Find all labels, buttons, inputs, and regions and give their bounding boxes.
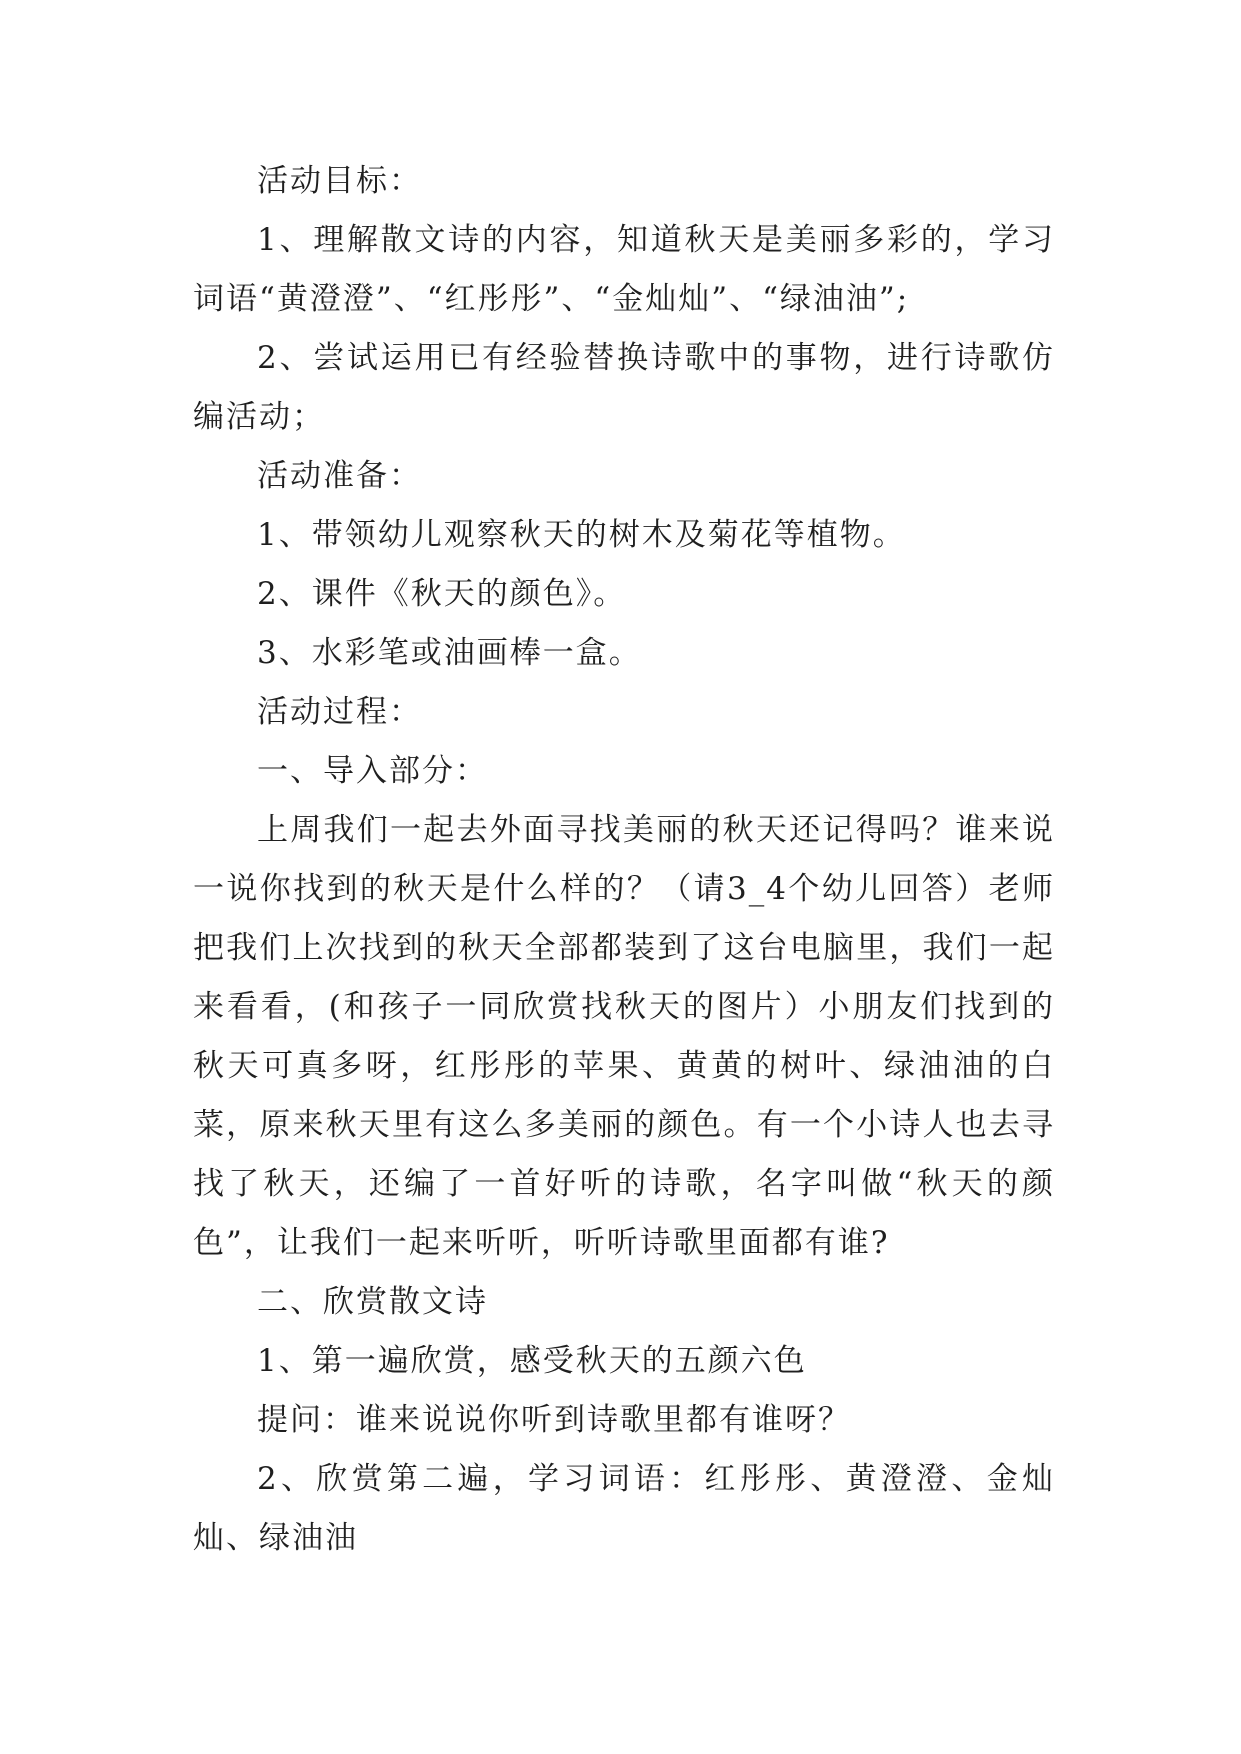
preparation-item-3: 3、水彩笔或油画棒一盒。 (257, 635, 642, 671)
preparation-item-1: 1、带领幼儿观察秋天的树木及菊花等植物。 (257, 517, 906, 553)
appreciation-step-1: 1、第一遍欣赏，感受秋天的五颜六色 (257, 1343, 807, 1379)
intro-paragraph: 上周我们一起去外面寻找美丽的秋天还记得吗？谁来说一说你找到的秋天是什么样的？（请3_4个幼儿回答）老师把我们上次找到的秋天全部都装到了这台电脑里，我们一起来看看，(和孩子一同欣赏找秋天的图片）小朋友们找到的秋天可真多呀，红彤彤的苹果、黄黄的树叶、绿油油的白菜，原来秋天里有这么多美丽的颜色。有一个小诗人也去寻找了秋天，还编了一首好听的诗歌，名字叫做“秋天的颜色”，让我们一起来听听，听听诗歌里面都有谁? (193, 812, 1055, 1261)
heading-activity-goals: 活动目标： (257, 163, 422, 199)
section-intro-heading: 一、导入部分： (257, 753, 488, 789)
heading-activity-preparation: 活动准备： (257, 458, 422, 494)
heading-activity-process: 活动过程： (257, 694, 422, 730)
goal-item-1: 1、理解散文诗的内容，知道秋天是美丽多彩的，学习词语“黄澄澄”、“红彤彤”、“金灿灿”、“绿油油”; (193, 222, 1055, 317)
section-appreciation-heading: 二、欣赏散文诗 (257, 1284, 488, 1320)
appreciation-question: 提问：谁来说说你听到诗歌里都有谁呀？ (257, 1402, 851, 1438)
goal-item-2: 2、尝试运用已有经验替换诗歌中的事物，进行诗歌仿编活动； (193, 340, 1055, 435)
appreciation-step-2: 2、欣赏第二遍，学习词语：红彤彤、黄澄澄、金灿灿、绿油油 (193, 1461, 1055, 1556)
preparation-item-2: 2、课件《秋天的颜色》。 (257, 576, 627, 612)
document-body (193, 152, 1055, 1568)
